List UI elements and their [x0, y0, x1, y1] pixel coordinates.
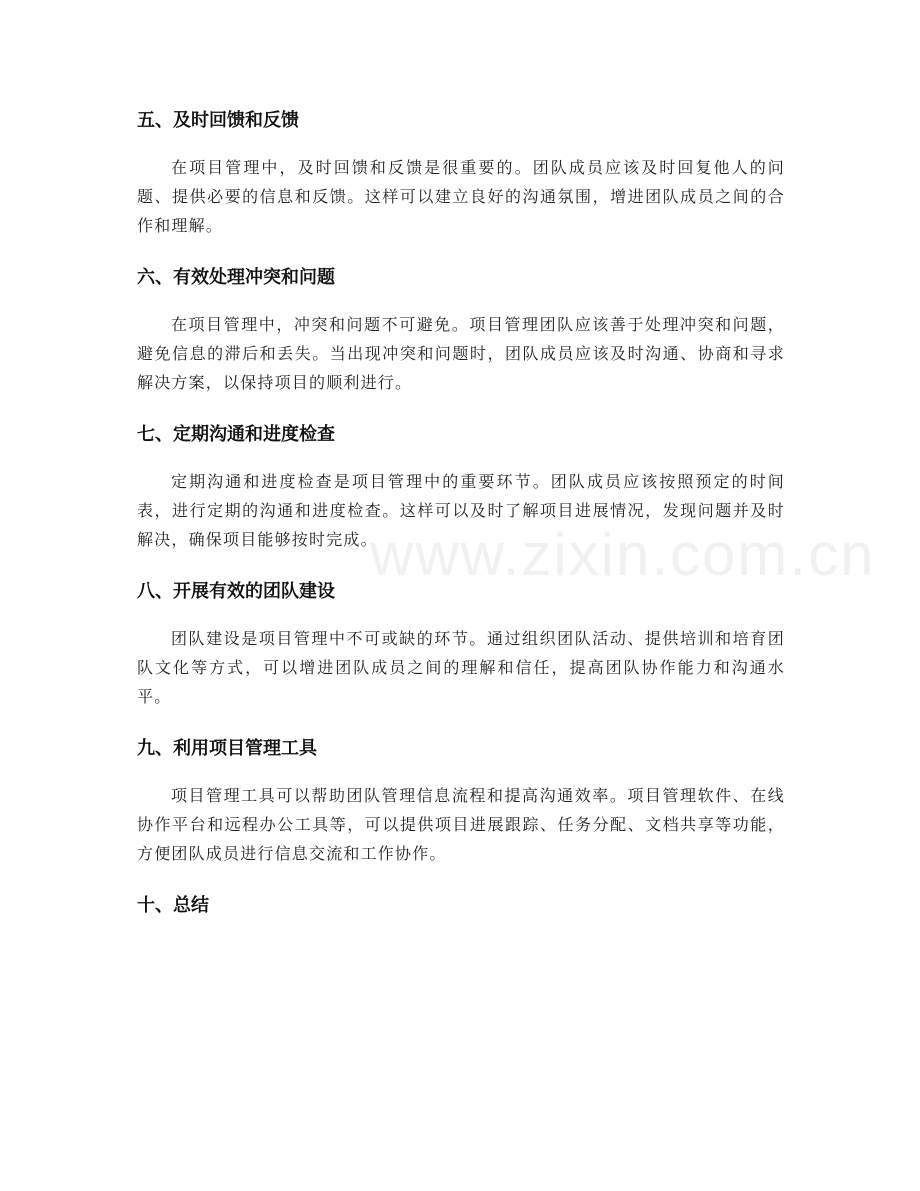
section-heading: 九、利用项目管理工具 — [137, 738, 317, 759]
section-6 — [137, 260, 785, 397]
section-heading: 七、定期沟通和进度检查 — [137, 424, 335, 445]
section-9 — [137, 731, 785, 868]
section-paragraph: 项目管理工具可以帮助团队管理信息流程和提高沟通效率。项目管理软件、在线协作平台和远程办公工具等，可以提供项目进展跟踪、任务分配、文档共享等功能，方便团队成员进行信息交流和工作协作。 — [137, 786, 785, 863]
section-paragraph: 在项目管理中，及时回馈和反馈是很重要的。团队成员应该及时回复他人的问题、提供必要的信息和反馈。这样可以建立良好的沟通氛围，增进团队成员之间的合作和理解。 — [137, 158, 785, 235]
section-heading: 六、有效处理冲突和问题 — [137, 267, 335, 288]
section-5 — [137, 103, 785, 240]
document-content — [137, 103, 785, 938]
section-paragraph: 在项目管理中，冲突和问题不可避免。项目管理团队应该善于处理冲突和问题，避免信息的滞后和丢失。当出现冲突和问题时，团队成员应该及时沟通、协商和寻求解决方案，以保持项目的顺利进行。 — [137, 315, 785, 392]
section-7 — [137, 417, 785, 554]
section-paragraph: 定期沟通和进度检查是项目管理中的重要环节。团队成员应该按照预定的时间表，进行定期的沟通和进度检查。这样可以及时了解项目进展情况，发现问题并及时解决，确保项目能够按时完成。 — [137, 472, 785, 549]
section-heading: 五、及时回馈和反馈 — [137, 110, 299, 131]
section-paragraph: 团队建设是项目管理中不可或缺的环节。通过组织团队活动、提供培训和培育团队文化等方式，可以增进团队成员之间的理解和信任，提高团队协作能力和沟通水平。 — [137, 629, 785, 706]
section-heading: 八、开展有效的团队建设 — [137, 581, 335, 602]
section-10 — [137, 888, 785, 924]
section-8 — [137, 574, 785, 711]
watermark-text: www.zixin.com.cn — [370, 521, 876, 588]
section-heading: 十、总结 — [137, 895, 209, 916]
